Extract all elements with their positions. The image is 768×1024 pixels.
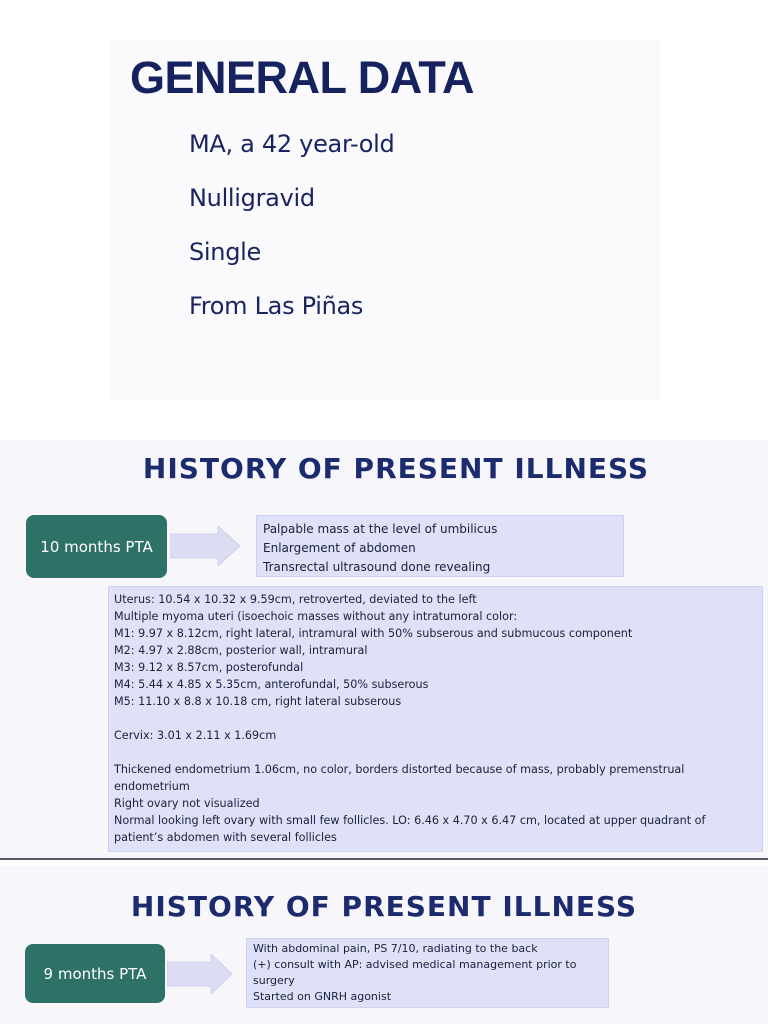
summary-box xyxy=(246,938,609,1008)
finding-line: M1: 9.97 x 8.12cm, right lateral, intramural with 50% subserous and submucous component xyxy=(114,627,633,640)
finding-line: patient’s abdomen with several follicles xyxy=(114,831,337,844)
finding-line: M5: 11.10 x 8.8 x 10.18 cm, right lateral subserous xyxy=(114,695,402,708)
timepoint-box: 9 months PTA xyxy=(25,944,165,1003)
summary-line: Transrectal ultrasound done revealing xyxy=(263,560,491,574)
finding-line: Uterus: 10.54 x 10.32 x 9.59cm, retroverted, deviated to the left xyxy=(114,593,477,606)
general-data-item: Single xyxy=(189,238,261,266)
summary-box xyxy=(256,515,624,577)
finding-line: endometrium xyxy=(114,780,190,793)
arrow-right-icon xyxy=(170,526,240,566)
finding-line: Multiple myoma uteri (isoechoic masses without any intratumoral color: xyxy=(114,610,518,623)
finding-line: M2: 4.97 x 2.88cm, posterior wall, intramural xyxy=(114,644,368,657)
general-data-list xyxy=(189,126,395,342)
general-data-item: MA, a 42 year-old xyxy=(189,130,395,158)
summary-line: Palpable mass at the level of umbilicus xyxy=(263,522,498,536)
finding-line: M4: 5.44 x 4.85 x 5.35cm, anterofundal, 50% subserous xyxy=(114,678,429,691)
summary-line: (+) consult with AP: advised medical management prior to xyxy=(253,958,577,971)
general-data-title: GENERAL DATA xyxy=(130,52,475,103)
summary-line: Enlargement of abdomen xyxy=(263,541,416,555)
ultrasound-findings-box xyxy=(108,586,763,852)
finding-line: Cervix: 3.01 x 2.11 x 1.69cm xyxy=(114,729,277,742)
general-data-item: From Las Piñas xyxy=(189,292,364,320)
hpi-slide-10-months xyxy=(0,440,768,858)
general-data-slide xyxy=(0,0,768,440)
finding-spacer xyxy=(114,744,762,761)
finding-line: Normal looking left ovary with small few follicles. LO: 6.46 x 4.70 x 6.47 cm, located at upper quadrant of xyxy=(114,814,706,827)
summary-line: With abdominal pain, PS 7/10, radiating to the back xyxy=(253,942,538,955)
finding-line: M3: 9.12 x 8.57cm, posterofundal xyxy=(114,661,304,674)
timepoint-box: 10 months PTA xyxy=(26,515,167,578)
arrow-right-icon xyxy=(167,954,232,994)
finding-spacer xyxy=(114,710,762,727)
summary-line: Started on GNRH agonist xyxy=(253,990,392,1003)
finding-line: Thickened endometrium 1.06cm, no color, borders distorted because of mass, probably premenstrual xyxy=(114,763,685,776)
slide-divider xyxy=(0,858,768,860)
hpi-slide-9-months xyxy=(0,866,768,1024)
hpi-title: HISTORY OF PRESENT ILLNESS xyxy=(130,890,638,923)
hpi-title: HISTORY OF PRESENT ILLNESS xyxy=(142,452,650,485)
general-data-item: Nulligravid xyxy=(189,184,315,212)
summary-line: surgery xyxy=(253,974,295,987)
finding-line: Right ovary not visualized xyxy=(114,797,260,810)
